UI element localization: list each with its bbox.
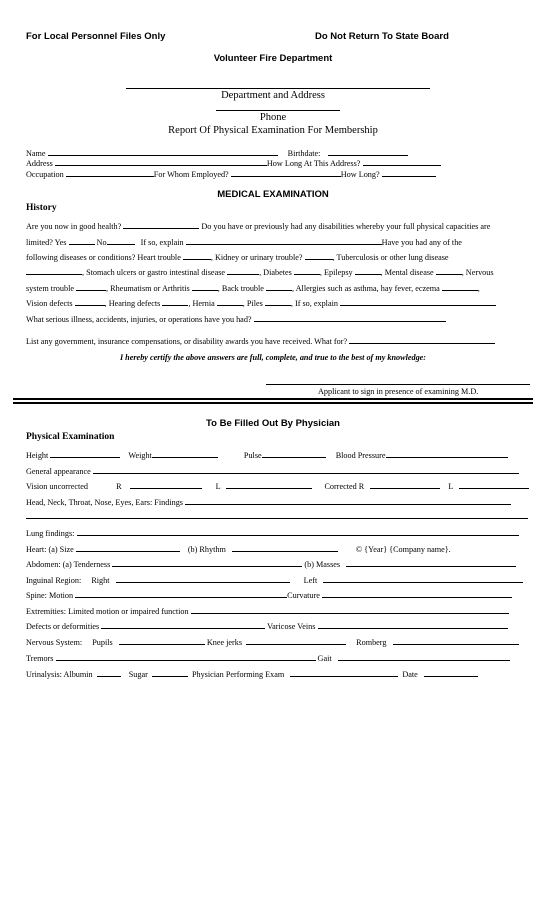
question-row-6 xyxy=(26,297,496,308)
rheumatism-field[interactable] xyxy=(192,282,218,291)
how-long-field[interactable] xyxy=(382,168,436,177)
lung-findings-field[interactable] xyxy=(77,527,519,536)
hernia-label: , Hernia xyxy=(188,299,215,308)
gait-field[interactable] xyxy=(338,652,510,661)
section-divider-bottom xyxy=(13,402,533,404)
sugar-label: Sugar xyxy=(128,670,148,679)
inguinal-right-label: Right xyxy=(91,576,110,585)
vision-defects-field[interactable] xyxy=(75,297,105,306)
birthdate-field[interactable] xyxy=(328,147,408,156)
question-row-7 xyxy=(26,313,446,324)
serious-illness-question: What serious illness, accidents, injuries, or operations have you had? xyxy=(26,315,252,324)
blood-pressure-field[interactable] xyxy=(386,449,508,458)
kidney-field[interactable] xyxy=(305,251,333,260)
physical-exam-heading: Physical Examination xyxy=(26,432,115,442)
gait-label: Gait xyxy=(317,654,332,663)
general-appearance-field[interactable] xyxy=(93,465,519,474)
sugar-field[interactable] xyxy=(152,668,188,677)
department-title: Volunteer Fire Department xyxy=(213,53,333,64)
extremities-field[interactable] xyxy=(191,605,509,614)
if-explain-field[interactable] xyxy=(340,297,496,306)
general-row xyxy=(26,465,519,476)
report-title: Report Of Physical Examination For Membership xyxy=(168,125,378,136)
good-health-question: Are you now in good health? xyxy=(26,222,122,231)
head-findings-extra-line[interactable] xyxy=(26,518,528,519)
good-health-field[interactable] xyxy=(123,220,199,229)
if-explain-label: , If so, explain xyxy=(290,299,338,308)
tuberculosis-field[interactable] xyxy=(26,266,82,275)
name-label: Name xyxy=(26,149,46,158)
epilepsy-field[interactable] xyxy=(355,266,381,275)
header-left-note: For Local Personnel Files Only xyxy=(26,31,166,42)
weight-field[interactable] xyxy=(152,449,218,458)
hearing-field[interactable] xyxy=(162,297,188,306)
rheumatism-label: , Rheumatism or Arthritis xyxy=(106,284,190,293)
allergies-label: , Allergies such as asthma, hay fever, eczema xyxy=(291,284,440,293)
physician-heading: To Be Filled Out By Physician xyxy=(206,418,340,429)
curvature-label: Curvature xyxy=(287,591,320,600)
height-label: Height xyxy=(26,451,49,460)
question-row-5: system trouble , Rheumatism or Arthritis , Back trouble , Allergies such as asthma, hay fever, eczema , xyxy=(26,284,480,293)
pupils-label: Pupils xyxy=(92,638,113,647)
disability-question: Do you have or previously had any disabilities whereby your full physical capacities are xyxy=(201,222,491,231)
question-row-4 xyxy=(26,266,494,277)
extremities-label: Extremities: Limited motion or impaired function xyxy=(26,607,189,616)
compensation-field[interactable] xyxy=(349,335,495,344)
no-label: No xyxy=(96,238,107,247)
mental-label: , Mental disease xyxy=(380,268,434,277)
question-row-3 xyxy=(26,251,449,262)
vitals-row xyxy=(26,449,508,460)
spine-motion-label: Spine: Motion xyxy=(26,591,74,600)
heart-size-field[interactable] xyxy=(76,543,180,552)
pulse-label: Pulse xyxy=(243,451,262,460)
physician-performing-label: Physician Performing Exam xyxy=(191,670,285,679)
hearing-label: , Hearing defects xyxy=(104,299,161,308)
how-long-address-label: How Long At This Address? xyxy=(266,159,361,168)
romberg-field[interactable] xyxy=(393,636,519,645)
vision-r-label: R xyxy=(116,482,122,491)
physician-performing-field[interactable] xyxy=(290,668,398,677)
abdomen-tenderness-label: Abdomen: (a) Tenderness xyxy=(26,560,111,569)
no-field[interactable] xyxy=(107,236,135,245)
spine-motion-field[interactable] xyxy=(75,589,287,598)
corrected-l-field[interactable] xyxy=(459,480,529,489)
vision-uncorrected-label: Vision uncorrected xyxy=(26,482,89,491)
height-field[interactable] xyxy=(50,449,120,458)
varicose-label: Varicose Veins xyxy=(267,622,316,631)
tremors-field[interactable] xyxy=(56,652,316,661)
name-field[interactable] xyxy=(48,147,278,156)
inguinal-right-field[interactable] xyxy=(116,574,290,583)
address-field[interactable] xyxy=(55,157,267,166)
epilepsy-label: , Epilepsy xyxy=(319,268,353,277)
piles-label: , Piles xyxy=(242,299,263,308)
stomach-field[interactable] xyxy=(227,266,259,275)
pulse-field[interactable] xyxy=(262,449,326,458)
date-label: Date xyxy=(402,670,418,679)
romberg-label: Romberg xyxy=(356,638,387,647)
abdomen-row xyxy=(26,558,516,569)
department-line[interactable] xyxy=(126,88,430,89)
back-trouble-field[interactable] xyxy=(266,282,292,291)
question-row-1 xyxy=(26,220,490,231)
albumin-field[interactable] xyxy=(97,668,121,677)
system-trouble-label: system trouble xyxy=(26,284,74,293)
inguinal-left-label: Left xyxy=(303,576,318,585)
vision-defects-label: Vision defects xyxy=(26,299,73,308)
explain-label: If so, explain xyxy=(140,238,184,247)
how-long-address-field[interactable] xyxy=(363,157,441,166)
mental-field[interactable] xyxy=(436,266,462,275)
hernia-field[interactable] xyxy=(217,297,243,306)
heart-row xyxy=(26,543,451,554)
blood-pressure-label: Blood Pressure xyxy=(335,451,386,460)
abdomen-masses-field[interactable] xyxy=(346,558,516,567)
question-row-2 xyxy=(26,236,462,247)
kidney-label: , Kidney or urinary trouble? xyxy=(210,253,303,262)
head-findings-label: Head, Neck, Throat, Nose, Eyes, Ears: Findings xyxy=(26,498,183,507)
heart-rhythm-label: (b) Rhythm xyxy=(187,545,226,554)
applicant-signature-line[interactable] xyxy=(266,384,530,385)
nervous-label: , Nervous xyxy=(461,268,494,277)
abdomen-masses-label: (b) Masses xyxy=(304,560,341,569)
inguinal-row xyxy=(26,574,523,585)
piles-field[interactable] xyxy=(265,297,291,306)
employer-field[interactable] xyxy=(231,168,341,177)
general-appearance-label: General appearance xyxy=(26,467,91,476)
copyright-notice: © {Year} {Company name}. xyxy=(355,545,451,554)
employer-label: For Whom Employed? xyxy=(153,170,229,179)
tuberculosis-label: , Tuberculosis or other lung disease xyxy=(332,253,449,262)
system-trouble-field[interactable] xyxy=(76,282,106,291)
abdomen-tenderness-field[interactable] xyxy=(112,558,302,567)
knee-jerks-field[interactable] xyxy=(246,636,346,645)
address-row xyxy=(26,157,441,168)
heart-rhythm-field[interactable] xyxy=(232,543,338,552)
stomach-label: , Stomach ulcers or gastro intestinal disease xyxy=(82,268,226,277)
certify-statement: I hereby certify the above answers are full, complete, and true to the best of my knowledge: xyxy=(119,353,427,362)
occupation-label: Occupation xyxy=(26,170,64,179)
yes-label: limited? Yes xyxy=(26,238,67,247)
tremors-label: Tremors xyxy=(26,654,54,663)
head-row xyxy=(26,496,511,507)
medical-heading: MEDICAL EXAMINATION xyxy=(217,189,329,200)
head-findings-field[interactable] xyxy=(185,496,511,505)
heart-trouble-label: following diseases or conditions? Heart trouble xyxy=(26,253,181,262)
urinalysis-albumin-label: Urinalysis: Albumin xyxy=(26,670,93,679)
extremities-row xyxy=(26,605,509,616)
phone-line[interactable] xyxy=(216,110,340,111)
diseases-intro: Have you had any of the xyxy=(381,238,462,247)
weight-label: Weight xyxy=(128,451,152,460)
how-long-label: How Long? xyxy=(340,170,380,179)
section-divider-top xyxy=(13,398,533,400)
yes-field[interactable] xyxy=(69,236,95,245)
serious-illness-field[interactable] xyxy=(254,313,446,322)
curvature-field[interactable] xyxy=(322,589,512,598)
corrected-r-field[interactable] xyxy=(370,480,440,489)
history-heading: History xyxy=(26,203,57,213)
applicant-sign-label: Applicant to sign in presence of examining M.D. xyxy=(318,387,479,396)
date-field[interactable] xyxy=(424,668,478,677)
nervous-system-label: Nervous System: xyxy=(26,638,83,647)
defects-label: Defects or deformities xyxy=(26,622,100,631)
tremors-row xyxy=(26,652,510,663)
inguinal-left-field[interactable] xyxy=(323,574,523,583)
diabetes-field[interactable] xyxy=(294,266,320,275)
defects-field[interactable] xyxy=(101,620,265,629)
address-label: Address xyxy=(26,159,53,168)
allergies-field[interactable] xyxy=(442,282,478,291)
compensation-question: List any government, insurance compensations, or disability awards you have received. What for? xyxy=(26,337,348,346)
explain-field[interactable] xyxy=(186,236,382,245)
lung-row xyxy=(26,527,519,538)
occupation-row xyxy=(26,168,436,179)
birthdate-label: Birthdate: xyxy=(287,149,321,158)
varicose-field[interactable] xyxy=(318,620,508,629)
occupation-field[interactable] xyxy=(66,168,154,177)
knee-jerks-label: Knee jerks xyxy=(206,638,243,647)
vision-r-field[interactable] xyxy=(130,480,202,489)
spine-row xyxy=(26,589,512,600)
heart-trouble-field[interactable] xyxy=(183,251,211,260)
phone-label: Phone xyxy=(259,112,287,123)
urinalysis-row xyxy=(26,668,478,679)
vision-row xyxy=(26,480,529,491)
department-address-label: Department and Address xyxy=(221,90,325,101)
defects-row xyxy=(26,620,508,631)
vision-l-label: L xyxy=(215,482,221,491)
corrected-l-label: L xyxy=(448,482,454,491)
inguinal-label: Inguinal Region: xyxy=(26,576,82,585)
heart-size-label: Heart: (a) Size xyxy=(26,545,74,554)
vision-l-field[interactable] xyxy=(226,480,312,489)
question-row-8 xyxy=(26,335,495,346)
back-trouble-label: , Back trouble xyxy=(217,284,264,293)
header-right-note: Do Not Return To State Board xyxy=(315,31,449,42)
nervous-row xyxy=(26,636,519,647)
lung-findings-label: Lung findings: xyxy=(26,529,75,538)
pupils-field[interactable] xyxy=(119,636,205,645)
diabetes-label: , Diabetes xyxy=(259,268,292,277)
corrected-r-label: Corrected R xyxy=(324,482,365,491)
